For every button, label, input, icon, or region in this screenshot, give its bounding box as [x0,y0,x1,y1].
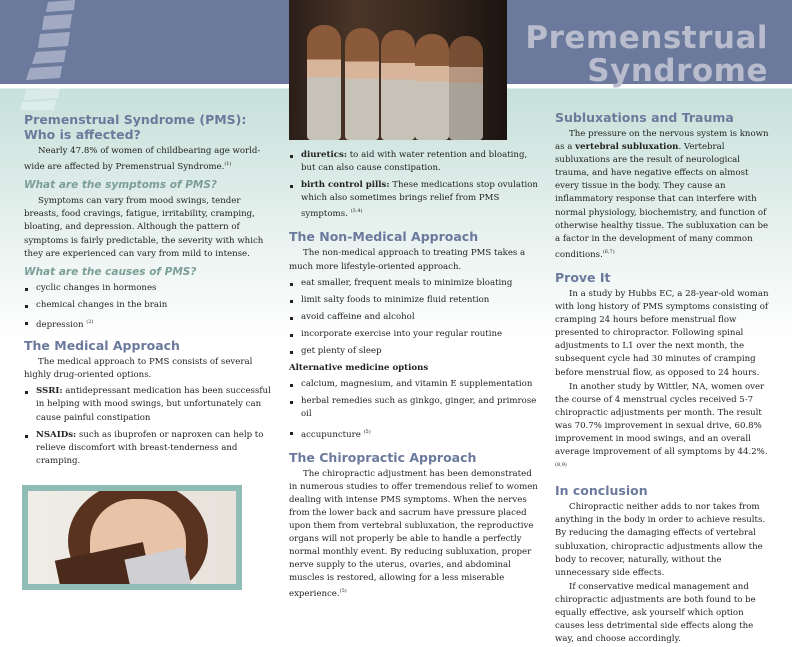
list-item: get plenty of sleep [289,345,541,358]
list-item: eat smaller, frequent meals to minimize bloating [289,277,541,290]
list-item: birth control pills: These medications stop ovulation which also sometimes brings relief from PMS symptoms. $^{(3,4)}$ [289,179,541,221]
heading-chiropractic-approach: The Chiropractic Approach [289,449,477,465]
paragraph: Nearly 47.8% of women of childbearing age world-wide are affected by Premenstrual Syndrome.$^{(1)}$ [24,146,261,173]
list-item: incorporate exercise into your regular routine [289,328,541,341]
lifestyle-list [289,277,541,358]
column-2 [289,149,541,603]
heading-pms-who: Premenstrual Syndrome (PMS): Who is affected? [24,112,247,142]
paragraph: Symptoms can vary from mood swings, tender breasts, food cravings, fatigue, irritability, cramping, bloating, and depression. Although the pattern of symptoms is fairly predictable, the severity with which they are experienced can vary from mild to intense. [24,196,264,259]
drug-list [24,385,272,468]
title-line-1: Premenstrual [525,20,768,56]
alternative-list [289,378,541,441]
heading-medical-approach: The Medical Approach [24,338,180,354]
list-item: limit salty foods to minimize fluid retention [289,294,541,307]
list-item: SSRI: antidepressant medication has been successful in helping with mood swings, but unfortunately can cause painful constipation [24,385,272,424]
alternative-medicine-heading: Alternative medicine options [289,363,429,374]
brochure-title [525,22,768,88]
spine-graphic [20,0,90,110]
causes-list [24,282,272,332]
paragraph: In a study by Hubbs EC, a 28-year-old woman with long history of PMS symptoms consisting of cramping 24 hours before menstrual flow presented to chiropractor. Following spinal adjustments to L1 over the next month, the subsequent cycle had 30 minutes of cramping before menstrual flow, as opposed to 24 hours. [555,288,769,378]
list-item: diuretics: to aid with water retention and bloating, but can also cause constipation. [289,149,541,175]
paragraph: The chiropractic adjustment has been demonstrated in numerous studies to offer tremendous relief to women dealing with intense PMS symptoms. When the nerves from the lower back and sacrum have pressure placed upon them from vertebral subluxation, the reproductive organs will not properly be able to handle a perfectly normal monthly event. By reducing subluxation, proper nerve supply to the uterus, ovaries, and abdominal muscles is restored, allowing for a less miserable experience.$^{(5)}$ [289,468,538,600]
heading-prove-it: Prove It [555,269,611,285]
list-item: accupuncture $^{(5)}$ [289,426,541,442]
paragraph: The pressure on the nervous system is known as a vertebral subluxation. Vertebral subluxations are the result of neurological trauma, and have negative effects on almost every tissue in the body. They cause an inflammatory response that can interfere with normal physiology, biochemistry, and function of otherwise healthy tissue. The subluxation can be a factor in the development of many common conditions.$^{(6,7)}$ [555,129,769,260]
title-line-2: Syndrome [587,53,768,89]
list-item: depression $^{(2)}$ [24,316,272,332]
paragraph: The non-medical approach to treating PMS takes a much more lifestyle-oriented approach. [289,248,526,272]
women-sequence-photo [289,0,507,140]
subheading-causes: What are the causes of PMS? [24,265,197,278]
paragraph: If conservative medical management and chiropractic adjustments are both found to be equally effective, ask yourself which option causes less detrimental side effects along the way, and choose accordingly. [555,581,756,645]
heading-non-medical-approach: The Non-Medical Approach [289,229,479,245]
heading-subluxations-trauma: Subluxations and Trauma [555,110,734,125]
paragraph: The medical approach to PMS consists of several highly drug-oriented options. [24,357,253,381]
subheading-symptoms: What are the symptoms of PMS? [24,179,217,192]
list-item: cyclic changes in hormones [24,282,272,295]
list-item: NSAIDs: such as ibuprofen or naproxen can help to relieve discomfort with breast-tenderness and cramping. [24,429,272,468]
woman-eating-chocolate-photo [22,485,242,590]
list-item: chemical changes in the brain [24,299,272,312]
list-item: calcium, magnesium, and vitamin E supplementation [289,378,541,391]
paragraph: In another study by Wittler, NA, women over the course of 4 menstrual cycles received 5-7 chiropractic adjustments per month. The result was 70.7% improvement in sexual drive, 60.8% improvement in mood swings, and an overall average improvement of all symptoms by 44.2%.$^{(8,9)}$ [555,381,768,469]
list-item: herbal remedies such as ginkgo, ginger, and primrose oil [289,395,541,421]
paragraph: Chiropractic neither adds to nor takes from anything in the body in order to achieve results. By reducing the damaging effects of vertebral subluxation, chiropractic adjustments allow the body to recover, naturally, without the unnecessary side effects. [555,502,766,578]
column-1 [24,112,272,472]
drug-list-continued [289,149,541,221]
list-item: avoid caffeine and alcohol [289,311,541,324]
heading-in-conclusion: In conclusion [555,483,648,499]
column-3 [555,110,770,647]
